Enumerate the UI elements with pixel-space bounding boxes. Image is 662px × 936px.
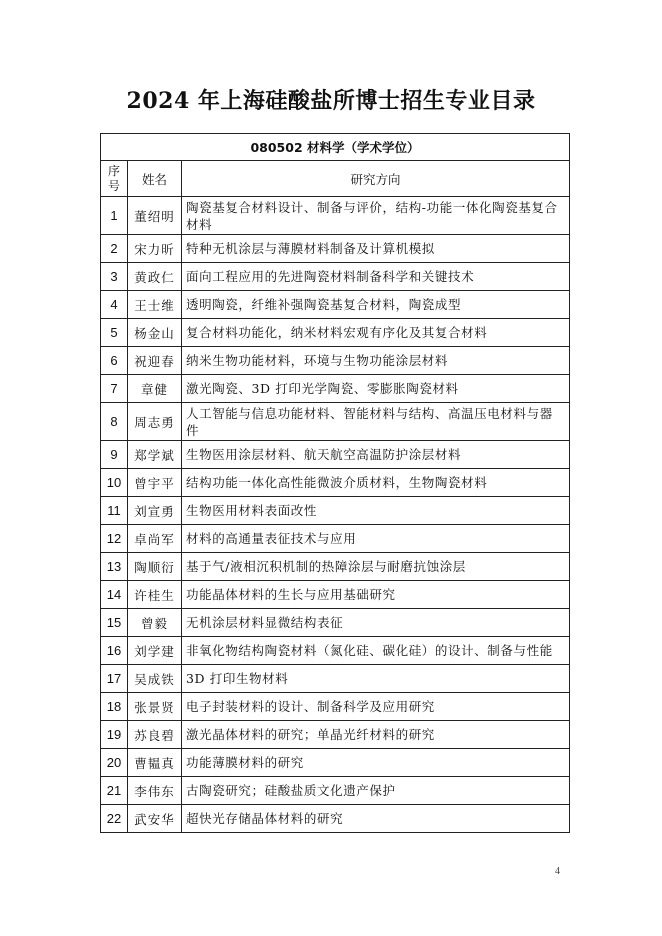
research-direction: 陶瓷基复合材料设计、制备与评价，结构-功能一体化陶瓷基复合材料 xyxy=(182,197,570,235)
table-row xyxy=(101,637,570,665)
advisor-name: 曹韫真 xyxy=(128,749,182,777)
research-direction: 3D 打印生物材料 xyxy=(182,665,570,693)
table-row xyxy=(101,749,570,777)
research-direction: 无机涂层材料显微结构表征 xyxy=(182,609,570,637)
research-direction: 古陶瓷研究；硅酸盐质文化遗产保护 xyxy=(182,777,570,805)
page-title: 2024 年上海硅酸盐所博士招生专业目录 xyxy=(126,88,536,114)
advisor-name: 郑学斌 xyxy=(128,441,182,469)
research-direction: 结构功能一体化高性能微波介质材料，生物陶瓷材料 xyxy=(182,469,570,497)
advisor-name: 李伟东 xyxy=(128,777,182,805)
advisor-name: 许桂生 xyxy=(128,581,182,609)
page-number: 4 xyxy=(555,866,560,877)
table-row xyxy=(101,403,570,441)
research-direction: 超快光存储晶体材料的研究 xyxy=(182,805,570,833)
table-row xyxy=(101,319,570,347)
row-index: 17 xyxy=(101,665,128,693)
column-header-index: 序号 xyxy=(101,161,128,197)
research-direction: 人工智能与信息功能材料、智能材料与结构、高温压电材料与器件 xyxy=(182,403,570,441)
research-direction: 复合材料功能化，纳米材料宏观有序化及其复合材料 xyxy=(182,319,570,347)
advisor-name: 卓尚军 xyxy=(128,525,182,553)
research-direction: 面向工程应用的先进陶瓷材料制备科学和关键技术 xyxy=(182,263,570,291)
row-index: 6 xyxy=(101,347,128,375)
table-row xyxy=(101,291,570,319)
column-header-name: 姓名 xyxy=(128,161,182,197)
row-index: 18 xyxy=(101,693,128,721)
row-index: 19 xyxy=(101,721,128,749)
research-direction: 激光陶瓷、3D 打印光学陶瓷、零膨胀陶瓷材料 xyxy=(182,375,570,403)
table-row xyxy=(101,609,570,637)
table-row xyxy=(101,805,570,833)
table-row xyxy=(101,553,570,581)
row-index: 15 xyxy=(101,609,128,637)
advisor-name: 宋力昕 xyxy=(128,235,182,263)
table-row xyxy=(101,665,570,693)
row-index: 12 xyxy=(101,525,128,553)
row-index: 11 xyxy=(101,497,128,525)
row-index: 22 xyxy=(101,805,128,833)
row-index: 9 xyxy=(101,441,128,469)
advisor-name: 刘学建 xyxy=(128,637,182,665)
advisor-name: 章健 xyxy=(128,375,182,403)
row-index: 5 xyxy=(101,319,128,347)
advisor-name: 祝迎春 xyxy=(128,347,182,375)
table-row xyxy=(101,693,570,721)
advisor-name: 苏良碧 xyxy=(128,721,182,749)
advisor-name: 周志勇 xyxy=(128,403,182,441)
advisor-name: 武安华 xyxy=(128,805,182,833)
program-table xyxy=(100,133,570,833)
row-index: 20 xyxy=(101,749,128,777)
table-row xyxy=(101,235,570,263)
table-row xyxy=(101,581,570,609)
table-row xyxy=(101,721,570,749)
row-index: 7 xyxy=(101,375,128,403)
column-header-direction: 研究方向 xyxy=(182,161,570,197)
table-row xyxy=(101,497,570,525)
section-header: 080502 材料学（学术学位） xyxy=(101,134,570,161)
advisor-name: 黄政仁 xyxy=(128,263,182,291)
row-index: 13 xyxy=(101,553,128,581)
row-index: 3 xyxy=(101,263,128,291)
research-direction: 透明陶瓷，纤维补强陶瓷基复合材料，陶瓷成型 xyxy=(182,291,570,319)
table-row xyxy=(101,525,570,553)
row-index: 21 xyxy=(101,777,128,805)
research-direction: 生物医用材料表面改性 xyxy=(182,497,570,525)
research-direction: 功能薄膜材料的研究 xyxy=(182,749,570,777)
research-direction: 纳米生物功能材料，环境与生物功能涂层材料 xyxy=(182,347,570,375)
table-row xyxy=(101,777,570,805)
row-index: 14 xyxy=(101,581,128,609)
research-direction: 特种无机涂层与薄膜材料制备及计算机模拟 xyxy=(182,235,570,263)
advisor-name: 张景贤 xyxy=(128,693,182,721)
research-direction: 激光晶体材料的研究；单晶光纤材料的研究 xyxy=(182,721,570,749)
row-index: 4 xyxy=(101,291,128,319)
table-row xyxy=(101,441,570,469)
table-row xyxy=(101,469,570,497)
advisor-name: 董绍明 xyxy=(128,197,182,235)
row-index: 2 xyxy=(101,235,128,263)
advisor-name: 杨金山 xyxy=(128,319,182,347)
table-row xyxy=(101,197,570,235)
column-header-row xyxy=(101,161,570,197)
table-row xyxy=(101,347,570,375)
row-index: 8 xyxy=(101,403,128,441)
advisor-name: 吴成铁 xyxy=(128,665,182,693)
table-row xyxy=(101,375,570,403)
research-direction: 基于气/液相沉积机制的热障涂层与耐磨抗蚀涂层 xyxy=(182,553,570,581)
advisor-name: 刘宣勇 xyxy=(128,497,182,525)
advisor-name: 王士维 xyxy=(128,291,182,319)
advisor-name: 曾宇平 xyxy=(128,469,182,497)
research-direction: 材料的高通量表征技术与应用 xyxy=(182,525,570,553)
research-direction: 非氧化物结构陶瓷材料（氮化硅、碳化硅）的设计、制备与性能 xyxy=(182,637,570,665)
advisor-name: 陶顺衍 xyxy=(128,553,182,581)
research-direction: 功能晶体材料的生长与应用基础研究 xyxy=(182,581,570,609)
research-direction: 生物医用涂层材料、航天航空高温防护涂层材料 xyxy=(182,441,570,469)
advisor-name: 曾毅 xyxy=(128,609,182,637)
row-index: 1 xyxy=(101,197,128,235)
research-direction: 电子封装材料的设计、制备科学及应用研究 xyxy=(182,693,570,721)
row-index: 10 xyxy=(101,469,128,497)
table-row xyxy=(101,263,570,291)
row-index: 16 xyxy=(101,637,128,665)
